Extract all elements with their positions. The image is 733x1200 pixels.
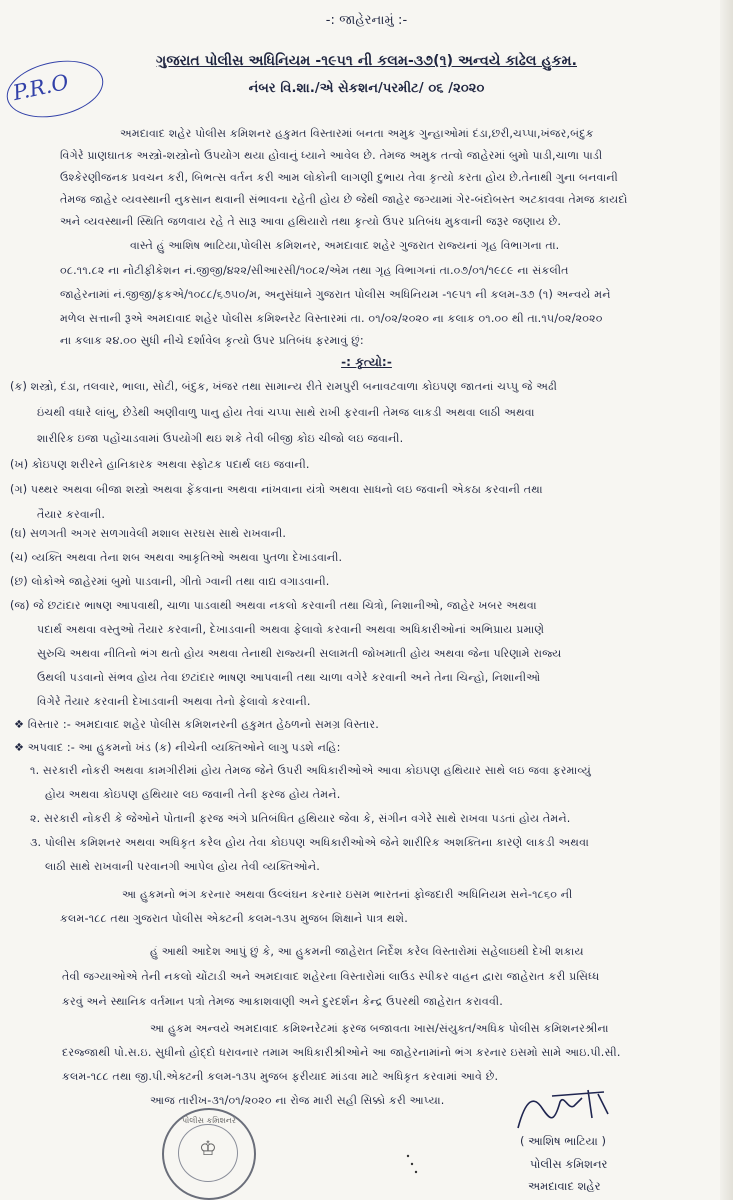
prohibited-item: વિગેરે તૈયાર કરવાની દેખાડવાની અથવા તેનો ફેલાવો કરવાની.	[37, 695, 311, 708]
exception-line: ૨. સરકારી નોકરી કે જેઓને પોતાની ફરજ અંગે પ્રતિબંધિત હથિયાર જેવા કે, સંગીન વગેરે સાથે રાખવા પડતાં હોય તેમને.	[30, 812, 571, 825]
prohibited-item: તૈયાર કરવાની.	[37, 508, 106, 521]
prohibited-item: (ક) શસ્ત્રો, દંડા, તલવાર, ભાલા, સોટી, બંદુક, ખંજર તથા સામાન્ય રીતે રામપુરી બનાવટવાળા કોઇપણ જાતનાં ચપ્પુ જે અઢી	[10, 380, 558, 393]
authorization-line: આ હુકમ અન્વયે અમદાવાદ કમિશ્નરેટમાં ફરજ બજાવતા ખાસ/સંયુક્ત/અધિક પોલીસ કમિશનરશ્રીના	[150, 1022, 609, 1035]
signatory-role: પોલીસ કમિશનર	[530, 1157, 608, 1171]
seal-text: પોલીસ કમિશનર	[182, 1116, 236, 1125]
emblem-icon: ♔	[199, 1136, 217, 1160]
handwritten-signature	[512, 1088, 622, 1138]
paragraph-line: વાસ્તે હું આશિષ ભાટિયા,પોલીસ કમિશનર, અમદાવાદ શહેર ગુજરાત રાજ્યનાં ગૃહ વિભાગના તા.	[130, 239, 560, 252]
notice-title: -: જાહેરનામું :-	[325, 13, 408, 28]
prohibited-item: (ખ) કોઇપણ શરીરને હાનિકારક અથવા સ્ફોટક પદાર્થ લઇ જવાની.	[10, 458, 310, 471]
paragraph-line: વિગેરે પ્રાણઘાતક અસ્ત્રો-શસ્ત્રોનો ઉપયોગ થયા હોવાનું ધ્યાને આવેલ છે. તેમજ અમુક તત્વો જાહેરમાં બુમો પાડી,ચાળા પાડી	[60, 149, 603, 162]
prohibited-item: સુરુચિ અથવા નીતિનો ભંગ થતો હોય અથવા તેનાથી રાજ્યની સલામતી જોખમાતી હોય અથવા જેના પરિણામે રાજ્ય	[37, 647, 562, 660]
dated-line: આજ તારીખ-૩૧/૦૧/૨૦૨૦ ના રોજ મારી સહી સિક્કો કરી આપ્યા.	[150, 1094, 445, 1107]
prohibited-item: (ચ) વ્યક્તિ અથવા તેના શબ અથવા આકૃતિઓ અથવા પુતળા દેખાડવાની.	[10, 551, 343, 564]
exception-line: હોય અથવા કોઇપણ હથિયાર લઇ જવાની તેની ફરજ હોય તેમને.	[45, 788, 341, 801]
signatory-place: અમદાવાદ શહેર	[528, 1179, 601, 1193]
prohibited-item: (ઘ) સળગતી અગર સળગાવેલી મશાલ સરઘસ સાથે રાખવાની.	[10, 527, 287, 540]
exception-note: ❖ અપવાદ :- આ હુકમનો ખંડ (ક) નીચેની વ્યક્તિઓને લાગુ પડશે નહિ:	[14, 741, 341, 754]
order-line: કરવું અને સ્થાનિક વર્તમાન પત્રો તેમજ આકાશવાણી અને દુરદર્શન કેન્દ્ર ઉપરથી જાહેરાત કરાવવી.	[62, 995, 503, 1008]
paragraph-line: અને વ્યવસ્થાની સ્થિતિ જળવાય રહે તે સારૂ આવા હથિયારો તથા કૃત્યો ઉપર પ્રતિબંધ મુકવાની જરૂર જણાય છે.	[60, 215, 562, 228]
penalty-line: કલમ-૧૮૮ તથા ગુજરાત પોલીસ એક્ટની કલમ-૧૩૫ મુજબ શિક્ષાને પાત્ર થશે.	[60, 912, 408, 925]
authorization-line: દરજ્જાથી પો.સ.ઇ. સુધીનો હોદ્દો ધરાવનાર તમામ અધિકારીશ્રીઓને આ જાહેરનામાંનો ભંગ કરનાર ઇસમો સામે આઇ.પી.સી.	[62, 1046, 621, 1059]
prohibited-item: (છ) લોકોએ જાહેરમાં બુમો પાડવાની, ગીતો ગ્વાની તથા વાદ્ય વગાડવાની.	[10, 575, 330, 588]
ink-marks	[402, 1150, 422, 1180]
acts-heading: -: કૃત્યો:-	[341, 355, 392, 369]
order-line: હું આથી આદેશ આપું છું કે, આ હુકમની જાહેરાત નિર્દેશ કરેલ વિસ્તારોમાં સહેલાઇથી દેખી શકાય	[150, 945, 584, 958]
signatory-name: ( આશિષ ભાટિયા )	[520, 1134, 607, 1148]
paragraph-line: ઉશ્કેરણીજનક પ્રવચન કરી, બિભત્સ વર્તન કરી આમ લોકોની લાગણી દુભાય તેવા કૃત્યો કરતા હોય છે.તેનાથી ગુના બનવાની	[60, 171, 618, 184]
exception-line: ૧. સરકારી નોકરી અથવા કામગીરીમાં હોય તેમજ જેને ઉપરી અધિકારીઓએ આવા કોઇપણ હથિયાર સાથે લઇ જવા ફરમાવ્યું	[30, 764, 591, 777]
prohibited-item: (ગ) પથ્થર અથવા બીજા શસ્ત્રો અથવા ફેંકવાના અથવા નાંખવાના યંત્રો અથવા સાધનો લઇ જવાની એકઠા કરવાની તથા	[10, 483, 543, 496]
prohibited-item: (જ) જે છટાંદાર ભાષણ આપવાથી, ચાળા પાડવાથી અથવા નકલો કરવાની તથા ચિત્રો, નિશાનીઓ, જાહેર ખબર અથવા	[10, 599, 537, 612]
prohibited-item: ઇંચથી વધારે લાંબુ, છેડેથી અણીવાળુ પાનુ હોય તેવાં ચપ્પા સાથે રાખી ફરવાની તેમજ લાકડી અથવા લાઠી અથવા	[37, 406, 535, 419]
prohibited-item: ઉથલી પડવાનો સંભવ હોય તેવા છટાંદાર ભાષણ આપવાની તથા ચાળા વગેરે કરવાની અને તેના ચિન્હો, નિશાનીઓ	[37, 671, 541, 684]
order-line: તેવી જગ્યાઓએ તેની નકલો ચોંટાડી અને અમદાવાદ શહેરના વિસ્તારોમાં લાઉડ સ્પીકર વાહન દ્વારા જાહેરાત કરી પ્રસિધ્ધ	[62, 970, 600, 983]
page-edge	[720, 0, 733, 1200]
exception-line: ૩. પોલીસ કમિશનર અથવા અધિકૃત કરેલ હોય તેવા કોઇપણ અધિકારીઓએ જેને શારીરિક અશક્તિના કારણે લાકડી અથવા	[30, 836, 589, 849]
pro-margin-note: P.R.O	[10, 69, 71, 106]
reference-number: નંબર વિ.શા./એ સેકશન/પરમીટ/ ૦૬ /૨૦૨૦	[248, 81, 485, 96]
paragraph-line: તેમજ જાહેર વ્યવસ્થાની નુકસાન થવાની સંભાવના રહેતી હોય છે જેથી જાહેર જગ્યામાં ગેર-બંદોબસ્ત અટકાવવા તેમજ કાયદો	[60, 193, 628, 206]
paragraph-line: ૦૮.૧૧.૮૨ ના નોટીફીકેશન નં.જીજી/૪૨૨/સીઆરસી/૧૦૮૨/એમ તથા ગૃહ વિભાગનાં તા.૦૭/૦૧/૧૯૮૯ ના સંકલીત	[60, 264, 569, 277]
office-seal	[162, 1108, 256, 1200]
penalty-line: આ હુકમનો ભંગ કરનાર અથવા ઉલ્લંઘન કરનાર ઇસમ ભારતનાં ફોજદારી અધિનિયમ સને-૧૮૬૦ ની	[122, 888, 573, 901]
prohibited-item: શારીરિક ઇજા પહોંચાડવામાં ઉપયોગી થઇ શકે તેવી બીજી કોઇ ચીજો લઇ જવાની.	[37, 432, 404, 445]
act-title: ગુજરાત પોલીસ અધિનિયમ -૧૯૫૧ ની કલમ-૩૭(૧) અન્વયે કાઢેલ હુકમ.	[156, 53, 577, 69]
paragraph-line: મળેલ સત્તાની રૂએ અમદાવાદ શહેર પોલીસ કમિશ્નરેટ વિસ્તારમાં તા. ૦૧/૦૨/૨૦૨૦ ના કલાક ૦૧.૦૦ થી તા.૧૫/૦૨/૨૦૨૦	[60, 312, 603, 325]
prohibited-item: પદાર્થ અથવા વસ્તુઓ તૈયાર કરવાની, દેખાડવાની અથવા ફેલાવો કરવાની અથવા અધિકારીઓનાં અભિપ્રાય પ્રમાણે	[37, 623, 545, 636]
paragraph-line: જાહેરનામાં નં.જીજી/ફકએ/૧૦૮૮/૬૭૫૦/મ, અનુસંધાને ગુજરાત પોલીસ અધિનિયમ -૧૯૫૧ ની કલમ-૩૭ (૧) અન્વયે મને	[60, 288, 611, 301]
paragraph-line: ના કલાક ૨૪.૦૦ સુધી નીચે દર્શાવેલ કૃત્યો ઉપર પ્રતિબંધ ફરમાવું છું:	[60, 334, 364, 347]
exception-line: લાઠી સાથે રાખવાની પરવાનગી આપેલ હોય તેવી વ્યક્તિઓને.	[45, 860, 320, 873]
authorization-line: કલમ-૧૮૮ તથા જી.પી.એક્ટની કલમ-૧૩૫ મુજબ ફરીયાદ માંડવા માટે અધિકૃત કરવામાં આવે છે.	[62, 1070, 499, 1083]
paragraph-line: અમદાવાદ શહેર પોલીસ કમિશનર હકુમત વિસ્તારમાં બનતા અમુક ગુન્હાઓમાં દંડા,છરી,ચપ્પા,ખંજર,બંદુક	[120, 127, 594, 140]
area-note: ❖ વિસ્તાર :- અમદાવાદ શહેર પોલીસ કમિશનરની હકુમત હેઠળનો સમગ્ર વિસ્તાર.	[14, 718, 379, 731]
